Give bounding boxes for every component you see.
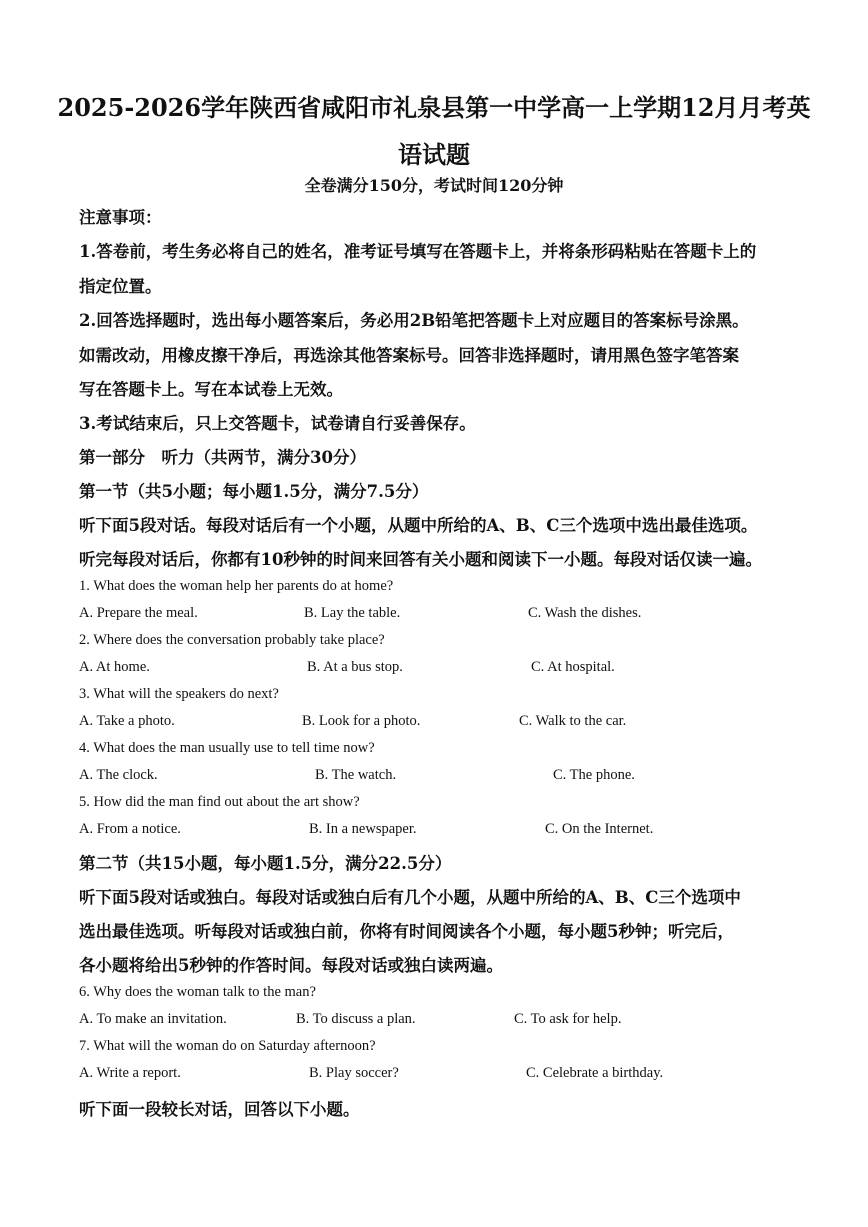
option-b: B. The watch. xyxy=(315,767,397,783)
option-c: C. The phone. xyxy=(553,767,635,783)
option-b: B. In a newspaper. xyxy=(309,821,417,837)
option-c: C. At hospital. xyxy=(531,659,615,675)
section2-instruction: 听下面5段对话或独白。每段对话或独白后有几个小题，从题中所给的A、B、C三个选项中 xyxy=(79,888,741,907)
notice-line: 3.考试结束后，只上交答题卡，试卷请自行妥善保存。 xyxy=(79,414,476,433)
question-text: 4. What does the man usually use to tell time now? xyxy=(79,740,375,756)
option-a: A. Write a report. xyxy=(79,1065,181,1081)
notice-line: 写在答题卡上。写在本试卷上无效。 xyxy=(79,380,343,399)
option-c: C. Wash the dishes. xyxy=(528,605,642,621)
option-a: A. At home. xyxy=(79,659,150,675)
option-c: C. Walk to the car. xyxy=(519,713,627,729)
notice-line: 如需改动，用橡皮擦干净后，再选涂其他答案标号。回答非选择题时，请用黑色签字笔答案 xyxy=(79,346,739,365)
question-text: 7. What will the woman do on Saturday afternoon? xyxy=(79,1038,376,1054)
section2-instruction: 选出最佳选项。听每段对话或独白前，你将有时间阅读各个小题，每小题5秒钟；听完后， xyxy=(79,922,734,941)
question-text: 1. What does the woman help her parents do at home? xyxy=(79,578,394,594)
notice-line: 1.答卷前，考生务必将自己的姓名，准考证号填写在答题卡上，并将条形码粘贴在答题卡上的 xyxy=(79,242,757,261)
option-b: B. At a bus stop. xyxy=(307,659,403,675)
question-text: 2. Where does the conversation probably take place? xyxy=(79,632,385,648)
option-b: B. Lay the table. xyxy=(304,605,401,621)
title-line-2: 语试题 xyxy=(398,140,470,169)
section2-instruction: 各小题将给出5秒钟的作答时间。每段对话或独白读两遍。 xyxy=(79,956,503,975)
exam-info: 全卷满分150分，考试时间120分钟 xyxy=(304,176,564,195)
option-c: C. To ask for help. xyxy=(514,1011,622,1027)
option-c: C. Celebrate a birthday. xyxy=(526,1065,664,1081)
option-b: B. Look for a photo. xyxy=(302,713,421,729)
next-instruction: 听下面一段较长对话，回答以下小题。 xyxy=(79,1100,360,1119)
section1-instruction: 听完每段对话后，你都有10秒钟的时间来回答有关小题和阅读下一小题。每段对话仅读一遍。 xyxy=(79,550,762,569)
section1-instruction: 听下面5段对话。每段对话后有一个小题，从题中所给的A、B、C三个选项中选出最佳选项。 xyxy=(79,516,758,535)
option-b: B. To discuss a plan. xyxy=(296,1011,416,1027)
option-a: A. To make an invitation. xyxy=(79,1011,227,1027)
option-c: C. On the Internet. xyxy=(545,821,654,837)
question-text: 3. What will the speakers do next? xyxy=(79,686,279,702)
title-line-1: 2025-2026学年陕西省咸阳市礼泉县第一中学高一上学期12月月考英 xyxy=(57,93,811,122)
section1-heading: 第一节（共5小题；每小题1.5分，满分7.5分） xyxy=(79,482,429,501)
notice-line: 指定位置。 xyxy=(79,277,162,296)
notice-heading: 注意事项： xyxy=(79,208,162,227)
section2-heading: 第二节（共15小题，每小题1.5分，满分22.5分） xyxy=(79,854,452,873)
option-a: A. Take a photo. xyxy=(79,713,175,729)
part1-heading: 第一部分 听力（共两节，满分30分） xyxy=(79,448,366,467)
question-text: 5. How did the man find out about the art show? xyxy=(79,794,360,810)
notice-line: 2.回答选择题时，选出每小题答案后，务必用2B铅笔把答题卡上对应题目的答案标号涂黑。 xyxy=(79,311,749,330)
option-a: A. The clock. xyxy=(79,767,158,783)
option-b: B. Play soccer? xyxy=(309,1065,399,1081)
option-a: A. From a notice. xyxy=(79,821,181,837)
question-text: 6. Why does the woman talk to the man? xyxy=(79,984,316,1000)
option-a: A. Prepare the meal. xyxy=(79,605,198,621)
